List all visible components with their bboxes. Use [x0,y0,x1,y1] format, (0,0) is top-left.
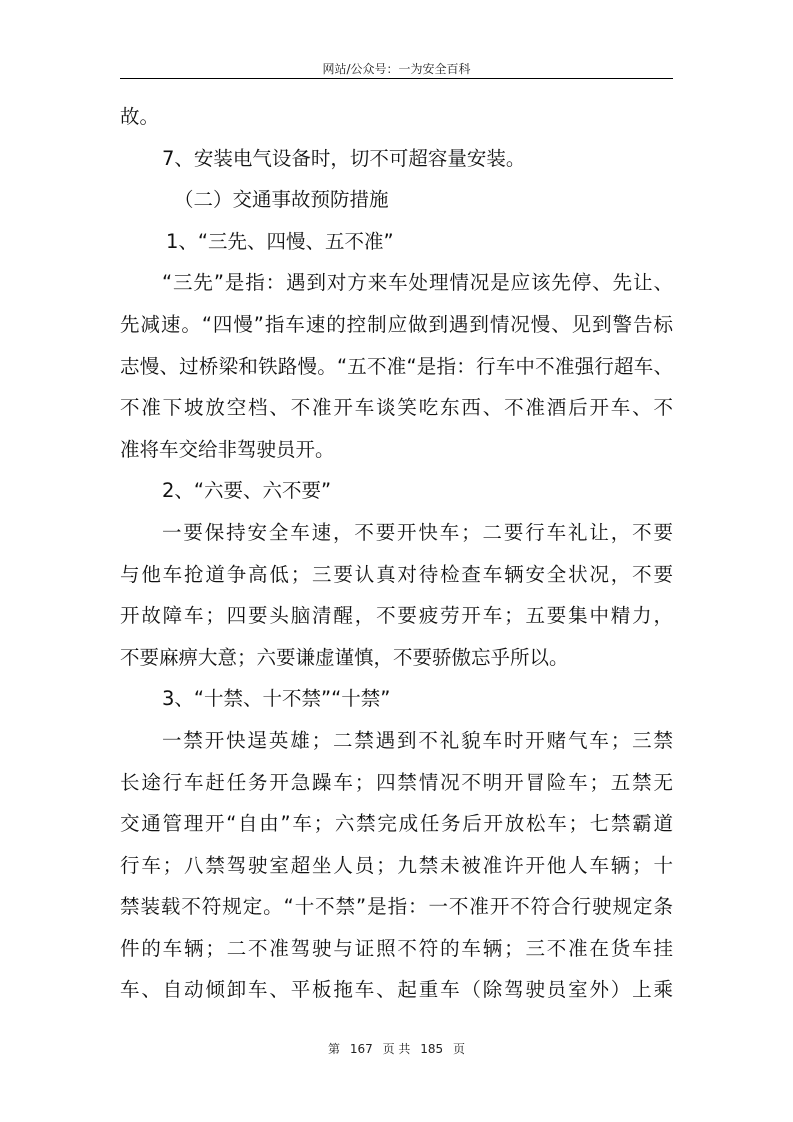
subsection-heading: 3、“十禁、十不禁”“十禁” [162,687,391,711]
text-line: 交通管理开“自由”车；六禁完成任务后开放松车；七禁霸道 [120,812,673,836]
text-line: 不准下坡放空档、不准开车谈笑吃东西、不准酒后开车、不 [120,396,673,420]
text-line: 长途行车赶任务开急躁车；四禁情况不明开冒险车；五禁无 [120,770,673,794]
footer-suffix: 页 [452,1042,465,1056]
text-line: 先减速。“四慢”指车速的控制应做到遇到情况慢、见到警告标 [120,312,673,336]
subsection-heading: 2、“六要、六不要” [162,479,332,503]
text-line: 7、安装电气设备时，切不可超容量安装。 [162,146,526,170]
text-line: “三先”是指：遇到对方来车处理情况是应该先停、先让、 [162,271,673,295]
header-divider [120,78,673,79]
text-line: 件的车辆；二不准驾驶与证照不符的车辆；三不准在货车挂 [120,936,673,960]
text-line: 禁装载不符规定。“十不禁”是指：一不准开不符合行驶规定条 [120,895,673,919]
text-line: 一要保持安全车速，不要开快车；二要行车礼让，不要 [162,520,673,544]
footer-prefix: 第 [328,1042,341,1056]
text-line: 故。 [120,105,160,128]
text-line: 一禁开快逞英雄；二禁遇到不礼貌车时开赌气车；三禁 [162,728,673,752]
text-line: 不要麻痹大意；六要谦虚谨慎，不要骄傲忘乎所以。 [120,645,569,669]
text-line: 准将车交给非驾驶员开。 [120,437,335,461]
page-footer [120,1040,673,1057]
total-page-count: 185 [420,1042,444,1056]
text-line: 志慢、过桥梁和铁路慢。“五不准“是指：行车中不准强行超车、 [120,354,673,378]
text-line: 行车；八禁驾驶室超坐人员；九禁未被准许开他人车辆；十 [120,853,673,877]
document-body [120,96,673,1011]
subsection-heading: 1、“三先、四慢、五不准” [166,229,394,253]
text-line: 开故障车；四要头脑清醒，不要疲劳开车；五要集中精力， [120,604,673,628]
section-heading: （二）交通事故预防措施 [174,188,389,212]
page-header: 网站/公众号：一为安全百科 [322,62,471,76]
text-line: 与他车抢道争高低；三要认真对待检查车辆安全状况，不要 [120,562,673,586]
current-page-number: 167 [349,1042,373,1056]
footer-middle: 页 共 [382,1042,411,1056]
text-line: 车、自动倾卸车、平板拖车、起重车（除驾驶员室外）上乘 [120,978,673,1002]
